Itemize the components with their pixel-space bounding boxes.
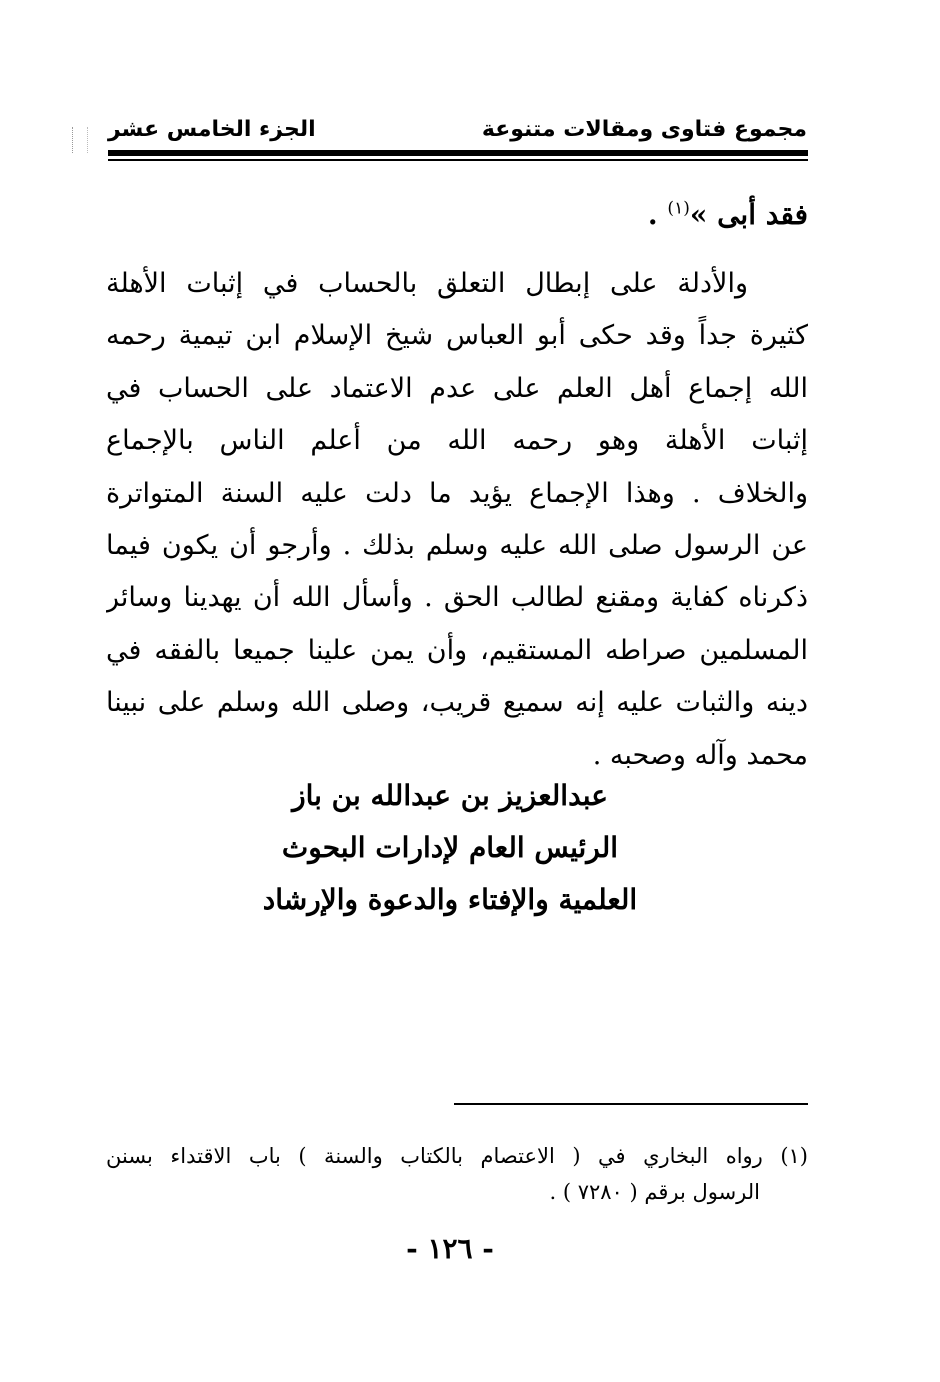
running-header-part: الجزء الخامس عشر xyxy=(108,117,316,142)
opening-period: . xyxy=(647,198,658,231)
signature-block xyxy=(200,770,700,926)
body-line: كثيرة جداً وقد حكى أبو العباس شيخ الإسلام ابن تيمية رحمه xyxy=(106,320,808,352)
footnote-line-1: (١) رواه البخاري في ( الاعتصام بالكتاب والسنة ) باب الاقتداء بسنن xyxy=(106,1144,808,1168)
opening-text: فقد أبى » xyxy=(689,198,808,231)
footnote-reference: (١) xyxy=(667,198,690,219)
signature-name: عبدالعزيز بن عبدالله بن باز xyxy=(292,779,608,812)
body-line: والأدلة على إبطال التعلق بالحساب في إثبات الأهلة xyxy=(106,268,748,299)
body-line: دينه والثبات عليه إنه سميع قريب، وصلى الله وسلم على نبينا xyxy=(106,687,808,719)
body-line: والخلاف . وهذا الإجماع يؤيد ما دلت عليه السنة المتواترة xyxy=(106,477,808,509)
signature-title-line-2: العلمية والإفتاء والدعوة والإرشاد xyxy=(262,883,638,916)
running-header-title: مجموع فتاوى ومقالات متنوعة xyxy=(481,117,807,142)
header-rule-thin xyxy=(108,159,808,161)
opening-line xyxy=(648,198,808,231)
body-line: عن الرسول صلى الله عليه وسلم بذلك . وأرجو أن يكون فيما xyxy=(106,529,808,561)
footnote-line-2: الرسول برقم ( ٧٢٨٠ ) . xyxy=(549,1180,760,1204)
body-line: المسلمين صراطه المستقيم، وأن يمن علينا جميعا بالفقه في xyxy=(106,634,808,666)
body-line: ذكرناه كفاية ومقنع لطالب الحق . وأسأل الله أن يهدينا وسائر xyxy=(106,582,808,614)
signature-title-line-1: الرئيس العام لإدارات البحوث xyxy=(281,831,619,864)
body-line: إثبات الأهلة وهو رحمه الله من أعلم الناس بالإجماع xyxy=(106,425,808,457)
scan-artifact xyxy=(72,127,88,153)
header-rule-thick xyxy=(108,150,808,156)
body-paragraph xyxy=(106,258,808,782)
footnote-separator xyxy=(454,1103,808,1105)
body-line: محمد وآله وصحبه . xyxy=(592,739,808,771)
page-number: - ١٢٦ - xyxy=(406,1232,494,1265)
body-line: الله إجماع أهل العلم على عدم الاعتماد على الحساب في xyxy=(106,372,808,404)
footnote xyxy=(106,1138,808,1210)
